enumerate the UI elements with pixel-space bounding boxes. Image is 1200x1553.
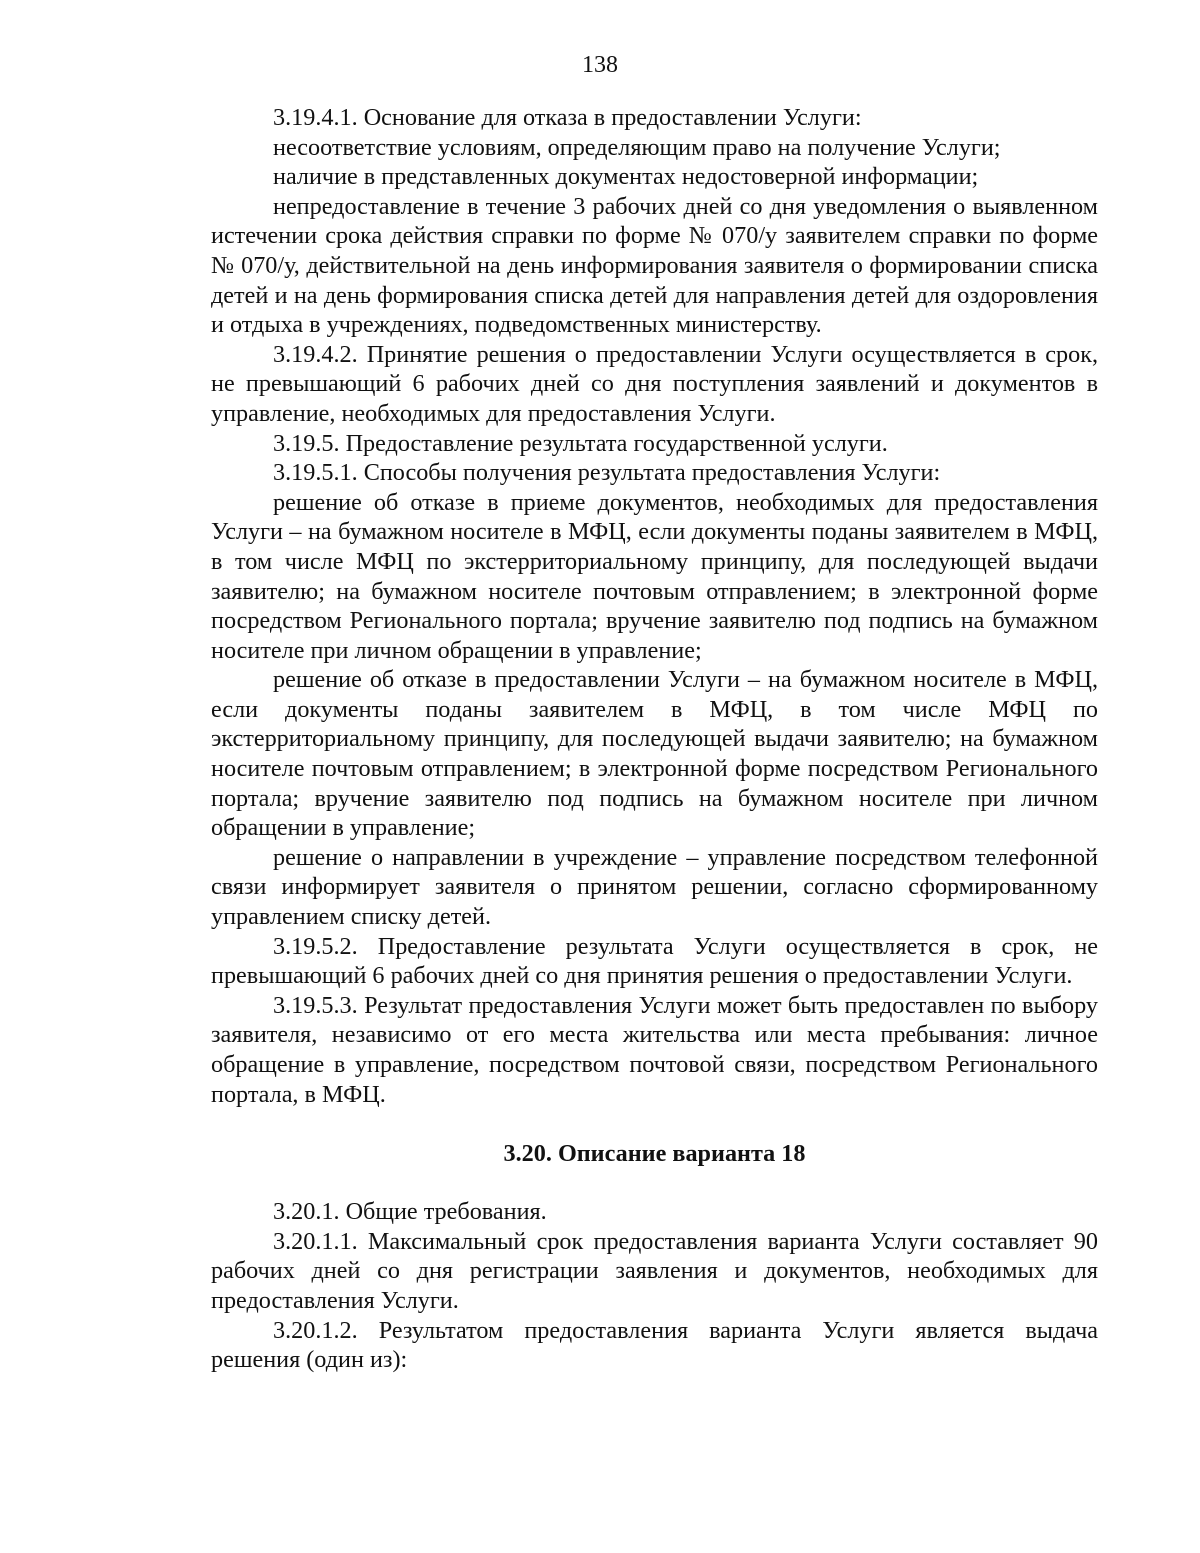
section-heading: 3.20. Описание варианта 18	[503, 1140, 806, 1168]
page-number: 138	[582, 52, 618, 78]
paragraph-nonconformity: несоответствие условиям, определяющим право на получение Услуги;	[273, 133, 1001, 161]
paragraph-false-information: наличие в представленных документах недостоверной информации;	[273, 163, 979, 191]
paragraph-3-19-5-2: 3.19.5.2. Предоставление результата Услуги осуществляется в срок, не превышающий 6 рабочих дней со дня принятия решения о предоставлении Услуги.	[211, 932, 1098, 990]
paragraph-3-20-1: 3.20.1. Общие требования.	[273, 1198, 547, 1226]
paragraph-refusal-acceptance: решение об отказе в приеме документов, необходимых для предоставления Услуги – на бумажном носителе в МФЦ, если документы поданы заявителем в МФЦ, в том числе МФЦ по экстерриториальному принципу, для последующей выдачи заявителю; на бумажном носителе почтовым отправлением; в электронной форме посредством Регионального портала; вручение заявителю под подпись на бумажном носителе при личном обращении в управление;	[211, 488, 1098, 664]
paragraph-3-19-5: 3.19.5. Предоставление результата государственной услуги.	[273, 429, 888, 457]
paragraph-certificate-070: непредоставление в течение 3 рабочих дней со дня уведомления о выявленном истечении срока действия справки по форме № 070/у заявителем справки по форме № 070/у, действительной на день информирования заявителя о формировании списка детей и на день формирования списка детей для направления детей для оздоровления и отдыха в учреждениях, подведомственных министерству.	[211, 192, 1098, 339]
paragraph-3-19-5-3: 3.19.5.3. Результат предоставления Услуги может быть предоставлен по выбору заявителя, независимо от его места жительства или места пребывания: личное обращение в управление, посредством почтовой связи, посредством Регионального портала, в МФЦ.	[211, 991, 1098, 1108]
paragraph-referral-decision: решение о направлении в учреждение – управление посредством телефонной связи информирует заявителя о принятом решении, согласно сформированному управлением списку детей.	[211, 843, 1098, 931]
paragraph-3-20-1-1: 3.20.1.1. Максимальный срок предоставления варианта Услуги составляет 90 рабочих дней со дня регистрации заявления и документов, необходимых для предоставления Услуги.	[211, 1227, 1098, 1314]
paragraph-refusal-provision: решение об отказе в предоставлении Услуги – на бумажном носителе в МФЦ, если документы поданы заявителем в МФЦ, в том числе МФЦ по экстерриториальному принципу, для последующей выдачи заявителю; на бумажном носителе почтовым отправлением; в электронной форме посредством Регионального портала; вручение заявителю под подпись на бумажном носителе при личном обращении в управление;	[211, 666, 1098, 842]
paragraph-3-19-4-1: 3.19.4.1. Основание для отказа в предоставлении Услуги:	[273, 104, 862, 131]
paragraph-3-19-5-1: 3.19.5.1. Способы получения результата предоставления Услуги:	[273, 459, 941, 487]
paragraph-3-20-1-2: 3.20.1.2. Результатом предоставления варианта Услуги является выдача решения (один из):	[211, 1316, 1098, 1374]
paragraph-3-19-4-2: 3.19.4.2. Принятие решения о предоставлении Услуги осуществляется в срок, не превышающий 6 рабочих дней со дня поступления заявлений и документов в управление, необходимых для предоставления Услуги.	[211, 340, 1098, 427]
document-body	[211, 103, 1098, 1375]
